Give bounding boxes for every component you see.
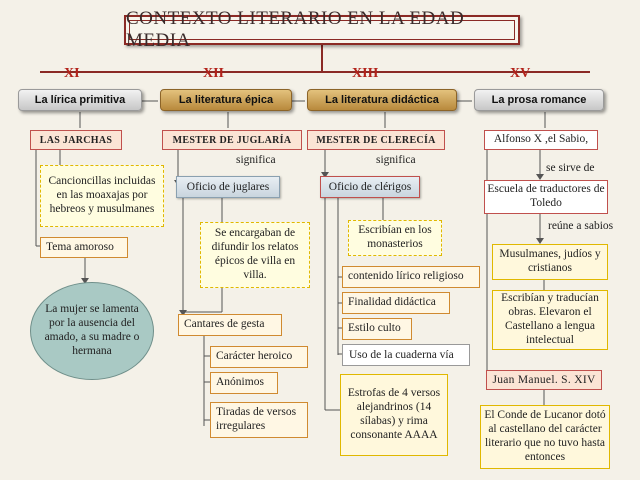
jarchas-header: LAS JARCHAS xyxy=(30,130,122,150)
era-prosa-romance: La prosa romance xyxy=(474,89,604,111)
page-title: CONTEXTO LITERARIO EN LA EDAD MEDIA xyxy=(124,15,520,45)
oficio-juglares: Oficio de juglares xyxy=(176,176,280,198)
finalidad-didactica: Finalidad didáctica xyxy=(342,292,450,314)
caracter-heroico: Carácter heroico xyxy=(210,346,308,368)
musulmanes-judios-cristianos: Musulmanes, judíos y cristianos xyxy=(492,244,608,280)
epica-significa-label: significa xyxy=(236,154,276,166)
era-literatura-epica: La literatura épica xyxy=(160,89,292,111)
mester-clerecia-header: MESTER DE CLERECÍA xyxy=(307,130,445,150)
juan-manuel: Juan Manuel. S. XIV xyxy=(486,370,602,390)
sirve-de-label: se sirve de xyxy=(546,162,595,174)
oficio-clerigos: Oficio de clérigos xyxy=(320,176,420,198)
escuela-traductores: Escuela de traductores de Toledo xyxy=(484,180,608,214)
contenido-lirico-religioso: contenido lírico religioso xyxy=(342,266,480,288)
alfonso-x-header: Alfonso X ,el Sabio, xyxy=(484,130,598,150)
didactica-significa-label: significa xyxy=(376,154,416,166)
century-label-xiii: XIII xyxy=(352,66,379,81)
cantares-de-gesta: Cantares de gesta xyxy=(178,314,282,336)
tiradas-versos: Tiradas de versos irregulares xyxy=(210,402,308,438)
century-label-xi: XI xyxy=(64,66,80,81)
estilo-culto: Estilo culto xyxy=(342,318,412,340)
mujer-lamento-circle: La mujer se lamenta por la ausencia del amado, a su madre o hermana xyxy=(30,282,154,380)
conde-lucanor: El Conde de Lucanor dotó al castellano del carácter literario que no tuvo hasta entonces xyxy=(480,405,610,469)
tema-amoroso: Tema amoroso xyxy=(40,237,128,258)
era-lirica-primitiva: La lírica primitiva xyxy=(18,89,142,111)
mester-juglaria-header: MESTER DE JUGLARÍA xyxy=(162,130,302,150)
era-literatura-didactica: La literatura didáctica xyxy=(307,89,457,111)
cuaderna-via: Uso de la cuaderna vía xyxy=(342,344,470,366)
anonimos: Anónimos xyxy=(210,372,278,394)
juglares-description: Se encargaban de difundir los relatos épicos de villa en villa. xyxy=(200,222,310,288)
clerigos-description: Escribían en los monasterios xyxy=(348,220,442,256)
reune-sabios-label: reúne a sabios xyxy=(548,220,614,232)
escribian-traducian: Escribían y traducían obras. Elevaron el Castellano a lengua intelectual xyxy=(492,290,608,350)
century-label-xii: XII xyxy=(203,66,225,81)
century-label-xv: XV xyxy=(510,66,531,81)
estrofas-description: Estrofas de 4 versos alejandrinos (14 sílabas) y rima consonante AAAA xyxy=(340,374,448,456)
jarchas-description: Cancioncillas incluidas en las moaxajas por hebreos y musulmanes xyxy=(40,165,164,227)
